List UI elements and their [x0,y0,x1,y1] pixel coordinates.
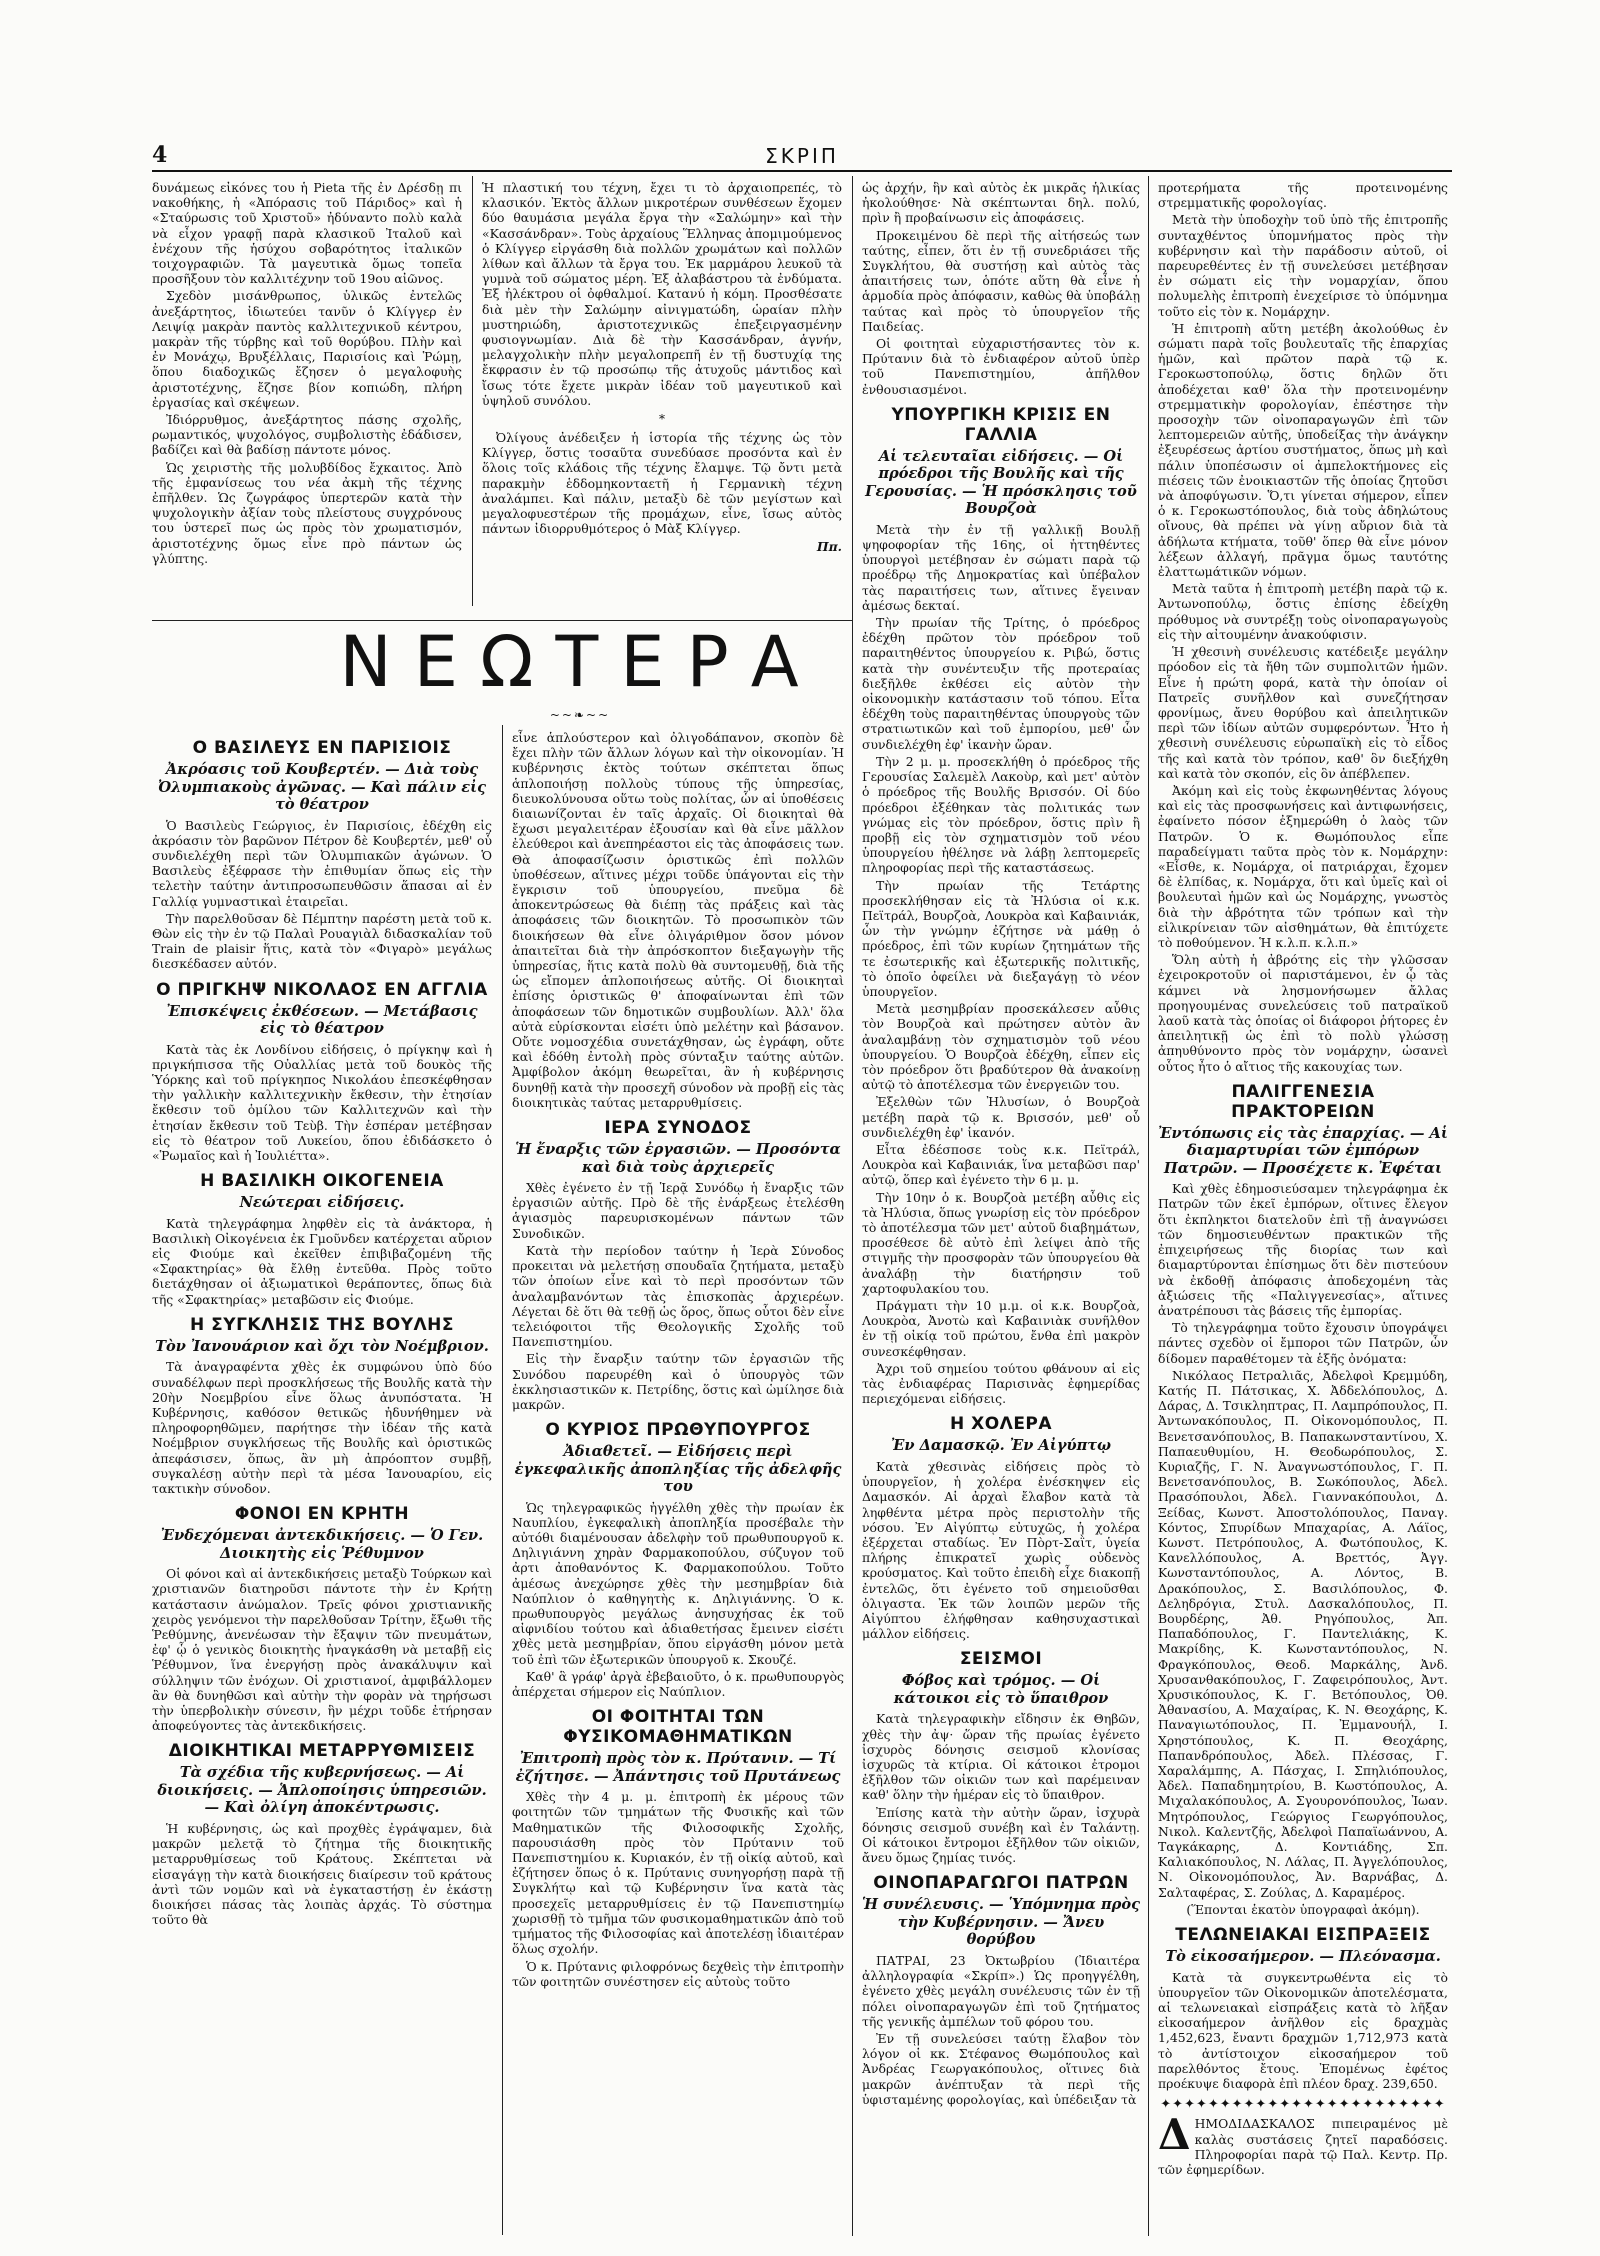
subhead-gallia: Αἱ τελευταῖαι εἰδήσεις. — Οἱ πρόεδροι τῆς Βουλῆς καὶ τῆς Γερουσίας. — Ἡ πρόσκλησις τοῦ Βουρζοὰ [865,447,1137,518]
headline-telonia: ΤΕΛΩΝΕΙΑΚΑΙ ΕΙΣΠΡΑΞΕΙΣ [1175,1925,1431,1946]
lower-column-1 [152,730,492,2235]
paragraph: Εἶτα ἐδέσποσε τοὺς κ.κ. Πεϊτράλ, Λουκρὸα καὶ Καβαινιάκ, ἵνα μεταβῶσι παρ' αὐτῷ, ὅπερ καὶ ἐγένετο τὴν 6 μ. μ. [862,1141,1140,1188]
headline-synodos: ΙΕΡΑ ΣΥΝΟΔΟΣ [604,1118,752,1139]
paragraph: Ἡ ἐπιτροπὴ αὕτη μετέβη ἀκολούθως ἐν σώματι παρὰ τοῖς βουλευταῖς τῆς ἐπαρχίας ἡμῶν, καὶ πρῶτον παρὰ τῷ κ. Γεροκωστοπούλῳ, ὅστις δηλῶν ὅτι ἀποδέχεται καθ' ὅλα τὴν προτεινομένην στρεμματικὴν φορολογίαν, ἐπέστησε τὴν προσοχὴν τῶν οἰνοπαραγωγῶν ἐπὶ τῶν λεπτομερειῶν αὐτῆς, ὑποδείξας τὴν ἀνάγκην ἐξευρέσεως ἀρτίου συστήματος, ὅπως μὴ καὶ πάλιν ὑποπέσωσιν οἱ ἀμπελοκτήμονες εἰς πιέσεις τῶν ἐνοικιαστῶν τῆς ὁποίας ζητοῦσι νὰ ἀποφύγωσιν. Ὅ,τι γίνεται σήμερον, εἶπεν ὁ κ. Γεροκωστόπουλος, διὰ τοὺς ἀδηλώτους οἴνους, θὰ πρέπει νὰ γίνῃ αὔριον διὰ τὰ ἀδήλωτα κτήματα, τοῦθ' ὅπερ θὰ εἶνε μόνον λέξεων ἀλλαγή, πρᾶγμα ὅμως ταυτότης ἐλαττωμάτικῶν νόμων. [1158,320,1448,580]
headline-oikogeneia: Η ΒΑΣΙΛΙΚΗ ΟΙΚΟΓΕΝΕΙΑ [200,1171,444,1192]
section-title-neotera: ΝΕΩΤΕΡΑ [339,621,821,703]
paragraph: Τὰ ἀναγραφέντα χθὲς ἐκ συμφώνου ὑπὸ δύο συναδέλφων περὶ προσκλήσεως τῆς Βουλῆς κατὰ τὴν 20ὴν Νοεμβρίου εἶνε ὅλως ἀνυπόστατα. Ἡ Κυβέρνησις, καθόσον θετικῶς ἠδυνήθημεν νὰ πληροφορηθῶμεν, παρήτησε τὴν ἰδέαν τῆς κατὰ Νοέμβριον συγκλήσεως τῆς Βουλῆς καὶ ὁριστικῶς ἀπεφάσισεν, ὅπως, ἂν μὴ ἀπρόοπτον συμβῇ, συγκαλέσῃ αὐτὴν περὶ τὰ μέσα Ἰανουαρίου, εἰς τακτικὴν σύνοδον. [152,1359,492,1496]
page-header [152,142,1452,172]
paragraph: Κατὰ τὰς ἐκ Λονδίνου εἰδήσεις, ὁ πρίγκηψ καὶ ἡ πριγκήπισσα τῆς Οὐαλλίας μετὰ τοῦ δουκὸς τῆς Ὑόρκης καὶ τοῦ πρίγκηπος Νικολάου ἐπεσκέφθησαν τὴν γαλλικὴν καλλιτεχνικὴν ἔκθεσιν, τὴν ἐτησίαν ἔκθεσιν τοῦ ὁμίλου τῶν Καλλιτεχνῶν καὶ τὴν ἐτησίαν ἔκθεσιν τοῦ Τεὺβ. Τὴν ἑσπέραν μετέβησαν εἰς τὸ θέατρον τοῦ Λυκείου, ὅπου ἐδιδάσκετο ὁ «Ῥωμαῖος καὶ ἡ Ἰουλιέττα». [152,1041,492,1163]
subhead-synodos: Ἡ ἔναρξις τῶν ἐργασιῶν. — Προσόντα καὶ διὰ τοὺς ἀρχιερεῖς [515,1141,841,1176]
paragraph: Μετὰ ταῦτα ἡ ἐπιτροπὴ μετέβη παρὰ τῷ κ. Ἀντωνοπούλῳ, ὅστις ἐπίσης ἐδείχθη πρόθυμος νὰ συντρέξῃ τοὺς οἰνοπαραγωγοὺς εἰς τὴν αἰτουμένην ἀνακούφισιν. [1158,581,1448,642]
column-rule [472,176,473,606]
headline-vasileus: Ο ΒΑΣΙΛΕΥΣ ΕΝ ΠΑΡΙΣΙΟΙΣ [192,738,452,758]
paragraph: Ὁ Βασιλεὺς Γεώργιος, ἐν Παρισίοις, ἐδέχθη εἰς ἀκρόασιν τὸν βαρῶνον Πέτρον δὲ Κουβερτέν, μεθ' οὗ συνδιελέχθη περὶ τῶν Ὀλυμπιακῶν ἀγώνων. Ὁ Βασιλεὺς ἐξέφρασε τὴν ἐπιθυμίαν ὅπως εἰς τὴν τελετὴν ταύτην ἀντιπροσωπευθῶσιν ἅπασαι αἱ ἐν Γαλλίᾳ γυμναστικαὶ ἑταιρεῖαι. [152,817,492,909]
paragraph: δυνάμεως εἰκόνες του ἡ Pieta τῆς ἐν Δρέσδῃ πι νακοθήκης, ἡ «Ἀπόρασις τοῦ Πάριδος» καὶ ἡ «Σταύρωσις τοῦ Χριστοῦ» ἠδύναντο πολὺ καλὰ νὰ εἶχον γραφῇ παρὰ κλασικοῦ Ἰταλοῦ καὶ ἐνέχουν τῆς ἡσύχου σοβαρότητος ἰταλικῶν τοιχογραφιῶν. Τὰ μαγευτικὰ ὅμως τοπεῖα προσῆξουν τὸν καλλιτέχνην τοῦ 19ου αἰῶνος. [152,180,462,287]
paragraph: Ἡ πλαστική του τέχνη, ἔχει τι τὸ ἀρχαιοπρεπές, τὸ κλασικόν. Ἐκτὸς ἄλλων μικροτέρων συνθέσεων ἔχομεν δύο θαυμάσια μεγάλα ἔργα τὴν «Σαλώμην» καὶ τὴν «Κασσάνδραν». Τοὺς ἀρχαίους Ἕλληνας ἀπομιμούμενος ὁ Κλίγγερ εἰργάσθη διὰ πολλῶν χρωμάτων καὶ πολλῶν λίθων καὶ ἄλλων τὰ ἔργα του. Ἐκ μαρμάρου λευκοῦ τὰ γυμνὰ τοῦ σώματος μέρη. Ἐξ ἀλαβάστρου τὰ ἐνδύματα. Ἐξ ἠλέκτρου οἱ ὀφθαλμοί. Κατανύ ἡ κόμη. Προσθέσατε διὰ μὲν τὴν Σαλώμην αἰνιγματώδη, ὡραίαν πλὴν μυστηριώδη, ἀριστοτεχνικῶς ἐπεξειργασμένην φυσιογνωμίαν. Διὰ δὲ τὴν Κασσάνδραν, ἁγνήν, μελαγχολικὴν πλὴν μεγαλοπρεπῆ ἐν τῇ δυστυχίᾳ της ἔκφρασιν ἐν τῷ προσώπῳ τῆς ἀτυχοῦς μάντιδος καὶ ἴσως τότε ἔχετε μικρὰν ἰδέαν τοῦ μαγευτικοῦ καὶ ὑψηλοῦ συνόλου. [482,180,842,408]
subhead-vasileus: Ἀκρόασις τοῦ Κουβερτέν. — Διὰ τοὺς Ὀλυμπιακοὺς ἀγῶνας. — Καὶ πάλιν εἰς τὸ θέατρον [157,761,487,813]
lower-column-2 [512,730,844,2235]
paragraph: Τὴν πρωίαν τῆς Τρίτης, ὁ πρόεδρος ἐδέχθη πρῶτον τὸν πρόεδρον τοῦ παραιτηθέντος ὑπουργείου κ. Ριβώ, ὅστις κατὰ τὴν συνέντευξιν τῆς προτεραίας διεξῆλθε ἐκθέσει εἰς αὐτὸν τὴν οἰκονομικὴν κατάστασιν τοῦ τόπου. Εἶτα ἐδέχθη τοὺς παραιτηθέντας ὑπουργοὺς τῶν στρατιωτικῶν καὶ τοῦ ἐμπορίου, μεθ' ὧν συνδιελέχθη ἐφ' ἱκανὴν ὥραν. [862,615,1140,752]
paragraph: Τὸ τηλεγράφημα τοῦτο ἔχουσιν ὑπογράψει πάντες σχεδὸν οἱ ἔμποροι τῶν Πατρῶν, ὧν δίδομεν παραθέτομεν τὰ ἑξῆς ὀνόματα: [1158,1320,1448,1366]
headline-gallia: ΥΠΟΥΡΓΙΚΗ ΚΡΙΣΙΣ ΕΝ ΓΑΛΛΙΑ [891,404,1111,445]
paragraph: Ἀκόμη καὶ εἰς τοὺς ἐκφωνηθέντας λόγους καὶ εἰς τὰς προσφωνήσεις καὶ ἀντιφωνήσεις, ἐφαίνετο πόσον ἐξημερώθη ὁ λαὸς τῶν Πατρῶν. Ὁ κ. Θωμόπουλος εἶπε παραδείγματι ταῦτα πρὸς τὸν κ. Νομάρχην: «Εἶσθε, κ. Νομάρχα, οἱ πατριάρχαι, ἔχομεν δὲ ἐλπίδας, κ. Νομάρχα, ὅτι καὶ ὑμεῖς καὶ οἱ βουλευταὶ ἡμῶν καὶ ὡς Νομάρχης, γνωστὸς διὰ τὴν ἀβρότητα τῶν τρόπων καὶ τὴν εἰλικρίνειαν τῶν αἰσθημάτων, θὰ ἐπιτύχετε τὸ ποθούμενον. Ἡ κ.λ.π. κ.λ.π.» [1158,782,1448,950]
subhead-oikogeneia: Νεώτεραι εἰδήσεις. [239,1194,405,1212]
paragraph: Κατὰ τὰ συγκεντρωθέντα εἰς τὸ ὑπουργεῖον τῶν Οἰκονομικῶν ἀποτελέσματα, αἱ τελωνειακαὶ εἰσπράξεις κατὰ τὸ λῆξαν εἰκοσαήμερον ἀνῆλθον εἰς δραχμὰς 1,452,623, ἔναντι δραχμῶν 1,712,973 κατὰ τὸ ἀντίστοιχον εἰκοσαήμερον τοῦ παρελθόντος ἔτους. Ἐπομένως ἐφέτος προέκυψε διαφορὰ ἐπὶ πλέον δραχ. 239,650. [1158,1969,1448,2091]
subhead-seismoi: Φόβος καὶ τρόμος. — Οἱ κάτοικοι εἰς τὸ ὕπαιθρον [893,1672,1109,1707]
headline-seismoi: ΣΕΙΣΜΟΙ [959,1649,1043,1670]
header-rule [152,170,1452,172]
paragraph: Νικόλαος Πετραλιᾶς, Ἀδελφοὶ Κρεμμύδη, Κατής Π. Πάτσικας, Χ. Ἀδδελόπουλος, Δ. Δάρας, Δ. Τσικληπτρας, Π. Λαμπρόπουλος, Π. Ἀντωνακόπουλος, Π. Οἰκονομόπουλος, Π. Βενετσανόπουλος, Β. Παπακωνσταντίνου, Χ. Παπαευθυμίου, Η. Θεοδωρόπουλος, Σ. Κυριαζῆς, Γ. Ν. Ἀναγνωστόπουλος, Γ. Π. Βενετσανόπουλος, Β. Σωκόπουλος, Ἀδελ. Πρασόπουλοι, Ἀδελ. Γιαννακόπουλοι, Δ. Ξείδας, Κωνστ. Ἀποστολόπουλος, Παναγ. Κόντος, Σπυρίδων Μπαχαρίας, Α. Λάϊος, Κωνστ. Πετρόπουλος, Α. Φωτόπουλος, Κ. Κανελλόπουλος, Α. Βρεττός, Ἀγγ. Κωνσταντόπουλος, Α. Λόντος, Β. Δρακόπουλος, Σ. Βασιλόπουλος, Φ. Δεληδρόγια, Στυλ. Δασκαλόπουλος, Π. Βουρδέρης, Ἀθ. Ρηγόπουλος, Ἀπ. Παπαδόπουλος, Γ. Παντελιάκης, Κ. Μακρίδης, Κ. Κωνσταντόπουλος, Ν. Φραγκόπουλος, Θεοδ. Μαρκάλης, Ἀνδ. Χρυσανθακόπουλος, Γ. Ζαφειρόπουλος, Ἀντ. Χρυσικόπουλος, Κ. Γ. Βετόπουλος, Ὀθ. Ἀθανασίου, Α. Μαχαίρας, Κ. Ν. Θεοχάρης, Κ. Παναγιωτόπουλος, Π. Ἐμμανουήλ, Ι. Χρηστόπουλος, Κ. Π. Θεοχάρης, Παπανδρόπουλος, Ἀδελ. Πλέσσας, Γ. Χαραλάμπης, Α. Πάσχας, Ι. Σπηλιόπουλος, Ἀδελ. Παπαδημητρίου, Β. Κωστόπουλος, Α. Μιχαλακόπουλος, Α. Σγουρονόπουλος, Ἰωαν. Μητρόπουλος, Γεώργιος Γεωργόπουλος, Νικολ. Καλεντζῆς, Ἀδελφοὶ Παπαϊωάννου, Α. Ταγκάκαρης, Δ. Κοντιάδης, Σπ. Καλιακόπουλος, Ν. Λάλας, Π. Ἀγγελόπουλος, Ν. Οἰκονομόπουλος, Ἀν. Βαρνάβας, Δ. Σαλταφέρας, Σ. Ζούλας, Δ. Καραμέρος. [1158,1367,1448,1900]
paragraph: Σχεδὸν μισάνθρωπος, ὑλικῶς ἐντελῶς ἀνεξάρτητος, ἰδιωτεύει τανῦν ὁ Κλίγγερ ἐν Λειψίᾳ μακρὰν παντὸς καλλιτεχνικοῦ κέντρου, μακρὰν τῆς τύρβης καὶ τοῦ θορύβου. Πλὴν καὶ ἐν Μονάχῳ, Βρυξέλλαις, Παρισίοις καὶ Ῥώμῃ, ὅπου διαδοχικῶς ἔζησεν ὁ μεγαλοφυὴς ἀριστοτέχνης, ἔζησε βίον κοπιώδη, πλήρη ἐργασίας καὶ σκέψεων. [152,288,462,410]
paragraph: Καὶ χθὲς ἐδημοσιεύσαμεν τηλεγράφημα ἐκ Πατρῶν τῶν ἐκεῖ ἐμπόρων, οἵτινες ἔλεγον ὅτι ἐκπληκτοι διατελοῦν ἐπὶ τῇ ἀναγνώσει τῶν δημοσιευθέντων πρακτικῶν τῆς ἐπιχειρήσεως τῆς διορίας των καὶ διαμαρτύρονται ἐπίσημως ὅτι δὲν πιστεύουν νὰ ἐκδοθῇ ἀπόφασις ἀποδεχομένη τὰς ἀξιώσεις τῆς «Παλιγγενεσίας», αἵτινες ἀνατρέπουσι τὰς βάσεις τῆς ἐμπορίας. [1158,1181,1448,1318]
headline-praktoreia: ΠΑΛΙΓΓΕΝΕΣΙΑ ΠΡΑΚΤΟΡΕΙΩΝ [1231,1081,1375,1122]
paragraph: εἶνε ἁπλούστερον καὶ ὀλιγοδάπανον, σκοπὸν δὲ ἔχει πλὴν τῶν ἄλλων λόγων καὶ τὴν οἰκονομίαν. Ἡ κυβέρνησις ἐκτὸς τούτων σκέπτεται ὅπως ἁπλοποιήσῃ πολλοὺς τύπους τῆς ὑπηρεσίας, διευκολύνουσα οὕτω τοὺς πολίτας, ὧν αἱ ὑποθέσεις διαιωνίζονται ἐν ταῖς ἀρχαῖς. Οἱ διοικηταὶ θὰ ἔχωσι μεγαλειτέραν ἐξουσίαν καὶ θὰ εἶνε μᾶλλον ἐλεύθεροι καὶ ἀνεπηρέαστοι εἰς τὰς ἀποφάσεις των. Θὰ ἀποφασίζωσιν ὁριστικῶς ἐπὶ πολλῶν ὑποθέσεων, αἵτινες μέχρι τοῦδε ὑπάγονται εἰς τὴν ἔγκρισιν τοῦ ὑπουργείου, πνεῦμα δὲ ἀποκεντρώσεως θὰ διέπῃ τὰς πράξεις καὶ τὰς ἀποφάσεις τῶν διοικητῶν. Τὸ προσωπικὸν τῶν διοικήσεων θὰ εἶνε ὀλιγάριθμον ὅσον μόνον ἀπαιτεῖται διὰ τὴν ἀπρόσκοπτον διεξαγωγὴν τῆς ὑπηρεσίας, ἥτις κατὰ πολὺ θὰ συντομευθῇ, διὰ τῆς ὡς εἴπομεν ἁπλοποιήσεως αὐτῆς. Οἱ διοικηταὶ ἐπίσης ὁριστικῶς θ' ἀποφαίνωνται ἐπὶ τῶν ἀποφάσεων τῶν δημοτικῶν συμβουλίων. Ἀλλ' ὅλα αὐτὰ εὑρίσκονται εἰσέτι ὑπὸ μελέτην καὶ βάσανον. Οὔτε νομοσχέδια συνετάχθησαν, ὡς ἐγράφη, οὔτε καὶ ἐδόθη ἐντολὴ πρὸς σύνταξιν ταύτης αὐτῶν. Ἀμφίβολον ἀκόμη θεωρεῖται, ἂν ἡ κυβέρνησις δυνηθῇ κατὰ τὴν προσεχῆ σύνοδον νὰ προβῇ εἰς τὰς διοικητικὰς ταύτας μεταρρυθμίσεις. [512,730,844,1110]
paragraph: Ἐν τῇ συνελεύσει ταύτῃ ἔλαβον τὸν λόγον οἱ κκ. Στέφανος Θωμόπουλος καὶ Ἀνδρέας Γεωργακόπουλος, οἵτινες διὰ μακρῶν ἀνέπτυξαν τὰ περὶ τῆς ὑφισταμένης φορολογίας, καὶ ὑπέδειξαν τὰ [862,2030,1140,2107]
subhead-prigkips: Ἐπισκέψεις ἐκθέσεων. — Μετάβασις εἰς τὸ θέατρον [166,1002,478,1038]
separator-star: * [659,412,665,427]
advert-text: ΗΜΟΔΙΔΑΣΚΑΛΟΣ πιπειραμένος μὲ καλὰς συστάσεις ζητεῖ παραδόσεις. Πληροφορίαι παρὰ τῷ Παλ. Κεντρ. Πρ. τῶν ἐφημερίδων. [1158,2116,1448,2177]
paragraph: Χθὲς ἐγένετο ἐν τῇ Ἱερᾷ Συνόδῳ ἡ ἔναρξις τῶν ἐργασιῶν αὐτῆς. Πρὸ δὲ τῆς ἐνάρξεως ἐτελέσθη ἁγιασμὸς παρευρισκομένων πάντων τῶν Συνοδικῶν. [512,1180,844,1241]
advert-ornament: ✦✦✦✦✦✦✦✦✦✦✦✦✦✦✦✦✦✦✦✦✦✦✦✦ [1160,2097,1446,2113]
paragraph: Ὡς χειριστὴς τῆς μολυβδίδος ἔχκαιτος. Ἀπὸ τῆς ἐμφανίσεως του νέα ἀκμὴ τῆς τέχνης ἐπῆλθεν. Ὡς ζωγράφος ὑπερτερῶν κατὰ τὴν ψυχολογικὴν ἀξίαν τοὺς πλείστους συγχρόνους του ὑστερεῖ πως ὡς πρὸς τὸν χρωματισμόν, ἀριστοτέχνης ὅμως εἶνε πρὸ πάντων ὡς γλύπτης. [152,459,462,566]
paragraph: Οἱ φοιτηταὶ εὐχαριστήσαντες τὸν κ. Πρύτανιν διὰ τὸ ἐνδιαφέρον αὐτοῦ ὑπὲρ τοῦ Πανεπιστημίου, ἀπῆλθον ἐνθουσιασμένοι. [862,336,1140,397]
paragraph: ὡς ἀρχήν, ἣν καὶ αὐτὸς ἐκ μικρᾶς ἡλικίας ἠκολούθησε· Νὰ σκέπτωνται δηλ. πολύ, πρὶν ἢ προβαίνωσιν εἰς ἀποφάσεις. [862,180,1140,226]
paragraph: Προκειμένου δὲ περὶ τῆς αἰτήσεώς των ταύτης, εἶπεν, ὅτι ἐν τῇ συνεδριάσει τῆς Συγκλήτου, θὰ συστήσῃ καὶ αὐτὸς τὰς ἀπαιτήσεις των, ὁπότε αὕτη θὰ εἶνε ἡ ἁρμοδία πρὸς ἀπόφασιν, καθὼς θὰ ὑποβάλῃ ταύτας καὶ πρὸς τὸ ὑπουργεῖον τῆς Παιδείας. [862,227,1140,334]
author-signature: Ππ. [816,539,842,555]
subhead-dioikitikai: Τὰ σχέδια τῆς κυβερνήσεως. — Αἱ διοικήσεις. — Ἁπλοποίησις ὑπηρεσιῶν. — Καὶ ὀλίγη ἀποκέντρωσις. [157,1764,487,1817]
subhead-oinoparagogoi: Ἡ συνέλευσις. — Ὑπόμνημα πρὸς τὴν Κυβέρνησιν. — Ἄνευ θορύβου [862,1896,1140,1949]
headline-foitites: ΟΙ ΦΟΙΤΗΤΑΙ ΤΩΝ ΦΥΣΙΚΟΜΑΘΗΜΑΤΙΚΩΝ [563,1707,793,1748]
column-rule [852,176,853,2236]
paragraph: Μετὰ τὴν ὑποδοχὴν τοῦ ὑπὸ τῆς ἐπιτροπῆς συνταχθέντος ὑπομνήματος πρὸς τὴν κυβέρνησιν καὶ τὴν παράδοσιν αὐτοῦ, οἱ παρευρεθέντες ἐν τῇ συνελεύσει μετέβησαν ἐν σώματι εἰς τὴν νομαρχίαν, ὅπου πολυμελὴς ἐπιτροπὴ ἐνεχείρισε τὸ ὑπόμνημα τοῦτο εἰς τὸν κ. Νομάρχην. [1158,212,1448,319]
paragraph: Χθὲς τὴν 4 μ. μ. ἐπιτροπὴ ἐκ μέρους τῶν φοιτητῶν τῶν τμημάτων τῆς Φυσικῆς καὶ τῶν Μαθηματικῶν τῆς Φιλοσοφικῆς Σχολῆς, παρουσιάσθη πρὸς τὸν Πρύτανιν τοῦ Πανεπιστημίου κ. Κυριακόν, ἐν τῇ οἰκίᾳ αὐτοῦ, καὶ ἐζήτησεν ὅπως ὁ κ. Πρύτανις συνηγορήσῃ παρὰ τῇ Συγκλήτῳ καὶ τῷ Κυβέρνησιν ἵνα κατὰ τὰς προσεχεῖς μεταρρυθμίσεις ἐν τῷ Πανεπιστημίῳ χωρισθῇ τὸ τμῆμα τῶν φυσικομαθηματικῶν ἀπὸ τοῦ τμήματος τῆς Φιλοσοφίας καὶ ἀποτελέσῃ ἰδιαιτέραν ὅλως σχολήν. [512,1789,844,1957]
paragraph: Κατὰ τὴν περίοδον ταύτην ἡ Ἱερὰ Σύνοδος προκειται νὰ μελετήσῃ σπουδαῖα ζητήματα, μεταξὺ τῶν ὁποίων εἶνε καὶ τὸ περὶ προσόντων τῶν ἀναλαμβανόντων τὰς ἐπισκοπὰς ἀρχιερέων. Λέγεται δὲ ὅτι θὰ τεθῇ ὡς ὅρος, ὅπως οὗτοι δὲν εἶνε τελειόφοιτοι τῆς Θεολογικῆς Σχολῆς τοῦ Πανεπιστημίου. [512,1242,844,1350]
top-column-1 [152,180,462,600]
paragraph: Ἡ χθεσινὴ συνέλευσις κατέδειξε μεγάλην πρόοδον εἰς τὰ ἤθη τῶν συμπολιτῶν ἡμῶν. Εἶνε ἡ πρώτη φορά, κατὰ τὴν ὁποίαν οἱ Πατρεῖς συνῆλθον καὶ συνεζήτησαν φρονίμως, ἄνευ θορύβου καὶ ἀπειλητικῶν περὶ τῶν ἰδίων αὐτῶν συμφερόντων. Ἦτο ἡ χθεσινὴ συνέλευσις εὐρωπαϊκὴ εἰς τὸ εἶδος τῆς καὶ κατὰ τὸν τρόπον, καθ' ὃν διεξήχθη καὶ κατὰ τὸν σκοπόν, εἰς ὃν ἀπέβλεπεν. [1158,644,1448,781]
page-number: 4 [152,142,168,168]
paragraph: Ἀχρι τοῦ σημείου τούτου φθάνουν αἱ εἰς τὰς ἐνδιαφέρας Παρισινὰς ἐφημερίδας περιεχόμεναι εἰδήσεις. [862,1360,1140,1407]
subhead-kriti: Ἐνδεχόμεναι ἀντεκδικήσεις. — Ὁ Γεν. Διοικητὴς εἰς Ῥέθυμνον [160,1527,484,1562]
advertisement [1158,2110,1448,2177]
subhead-foitites: Ἐπιτροπὴ πρὸς τὸν κ. Πρύτανιν. — Τί ἐζήτησε. — Ἀπάντησις τοῦ Πρυτάνεως [515,1750,841,1785]
paragraph: προτερήματα τῆς προτεινομένης στρεμματικῆς φορολογίας. [1158,180,1448,211]
paragraph: Τὴν πρωίαν τῆς Τετάρτης προσεκλήθησαν εἰς τὰ Ἠλύσια οἱ κ.κ. Πεϊτράλ, Βουρζοὰ, Λουκρὸα καὶ Καβαινιάκ, ὧν τὴν γνώμην ἐζήτησε νὰ μάθῃ ὁ πρόεδρος, ἐπὶ τῶν κυρίων ζητημάτων τῆς τε ἐσωτερικῆς καὶ ἐξωτερικῆς πολιτικῆς, τὸ ὁποῖο ὀφείλει νὰ διεξαγάγῃ τὸ νέον ὑπουργεῖον. [862,877,1140,999]
advert-dropcap: Δ [1158,2110,1191,2160]
headline-vouli: Η ΣΥΓΚΛΗΣΙΣ ΤΗΣ ΒΟΥΛΗΣ [190,1314,454,1335]
headline-prigkips: Ο ΠΡΙΓΚΗΨ ΝΙΚΟΛΑΟΣ ΕΝ ΑΓΓΛΙΑ [156,979,488,1000]
paragraph: Ὡς τηλεγραφικῶς ἠγγέλθη χθὲς τὴν πρωίαν ἐκ Ναυπλίου, ἐγκεφαλικὴ ἀποπληξία προσέβαλε τὴν αὐτόθι διαμένουσαν ἀδελφὴν τοῦ πρωθυπουργοῦ κ. Δηλιγιάννη χηρὰν Φαρμακοπούλου, σύζυγον τοῦ ἀρτι ἀποθανόντος Κ. Φαρμακοπούλου. Τοῦτο ἀμέσως ἀνεχώρησε χθὲς τὴν μεσημβρίαν διὰ Ναύπλιον ὁ καθηγητὴς κ. Δηλιγιάννης. Ὁ κ. πρωθυπουργὸς μεγάλως ἀνησυχήσας ἐκ τοῦ αἰφνιδίου τούτου καὶ ἀδιαθετήσας ἔμεινεν εἰσέτι χθὲς μετὰ μεσημβρίαν, ὅπου εἰργάσθη μόνον μετὰ τοῦ ἐπὶ τῶν ἐξωτερικῶν ὑπουργοῦ κ. Σκουζέ. [512,1499,844,1667]
paragraph: Κατὰ τηλεγράφημα ληφθὲν εἰς τὰ ἀνάκτορα, ἡ Βασιλικὴ Οἰκογένεια ἐκ Γμοῦνδεν κατέρχεται αὔριον εἰς Φιούμε καὶ ἐκεῖθεν ἐπιβιβαζομένη τῆς «Σφακτηρίας» θὰ ἔλθῃ ἐντεῦθα. Πρὸς τοῦτο διετάχθησαν οἱ ἀξιωματικοὶ θεράποντες, ὅπως διὰ τῆς «Σφακτηρίας» μεταβῶσιν εἰς Φιούμε. [152,1215,492,1307]
subhead-telonia: Τὸ εἰκοσαήμερον. — Πλεόνασμα. [1165,1948,1441,1966]
paragraph: Τὴν 2 μ. μ. προσεκλήθη ὁ πρόεδρος τῆς Γερουσίας Σαλεμὲλ Λακοὺρ, καὶ μετ' αὐτὸν ὁ πρόεδρος τῆς Βουλῆς Βρισσόν. Οἱ δύο πρόεδροι ἐξέθηκαν τὰς πολιτικάς των γνώμας εἰς τὸν πρόεδρον, ὅστις πρὶν ἢ προβῇ εἰς τὸν σχηματισμὸν τοῦ νέου ὑπουργείου ἠθέλησε νὰ λάβῃ λεπτομερεῖς πληροφορίας περὶ τῆς καταστάσεως. [862,753,1140,876]
paragraph: Πράγματι τὴν 10 μ.μ. οἱ κ.κ. Βουρζοὰ, Λουκρὸα, Ἀνοτὼ καὶ Καβαινιὰκ συνῆλθον ἐν τῇ οἰκίᾳ τοῦ πρώτου, ἔνθα ἐπὶ μακρὸν συνεσκέφθησαν. [862,1298,1140,1359]
paragraph: ΠΑΤΡΑΙ, 23 Ὀκτωβρίου (Ἰδιαιτέρα ἀλληλογραφία «Σκρίπ».) Ὡς προηγγέλθη, ἐγένετο χθὲς μεγάλη συνέλευσις τῶν ἐν τῇ πόλει οἰνοπαραγωγῶν ἐπὶ τοῦ ζητήματος τῆς γενικῆς ἀμπέλων τοῦ φόρου του. [862,1952,1140,2029]
top-column-2 [482,180,842,620]
paragraph: Τὴν παρελθοῦσαν δὲ Πέμπτην παρέστη μετὰ τοῦ κ. Θὼν εἰς τὴν ἐν τῷ Παλαὶ Ρουαγιὰλ διδασκαλίαν τοῦ Train de plaisir ἥτις, κατὰ τὸν «Φιγαρὸ» μεγάλως διεσκέδασεν αὐτόν. [152,910,492,972]
paragraph: Ἐξελθὼν τῶν Ἠλυσίων, ὁ Βουρζοὰ μετέβη παρὰ τῷ κ. Βρισσόν, μεθ' οὗ συνδιελέχθη ἐφ' ἱκανόν. [862,1094,1140,1140]
paragraph: Κατὰ τηλεγραφικὴν εἴδησιν ἐκ Θηβῶν, χθὲς τὴν ἀψ· ὥραν τῆς πρωίας ἐγένετο ἰσχυρὸς δόνησις σεισμοῦ κλονίσας ἰσχυρῶς τὰ κτίρια. Οἱ κάτοικοι ἐτρομοι ἐξῆλθον τῶν οἰκιῶν των καὶ παρέμειναν καθ' ὅλην τὴν ἡμέραν εἰς τὸ ὕπαιθρον. [862,1711,1140,1803]
note: (Ἕπονται ἑκατὸν ὑπογραφαὶ ἀκόμη). [1186,1901,1420,1917]
paragraph: Μετὰ τὴν ἐν τῇ γαλλικῇ Βουλῇ ψηφοφορίαν τῆς 16ης, οἱ ἡττηθέντες ὑπουργοὶ μετέβησαν ἐν σώματι παρὰ τῷ προέδρῳ τῆς Δημοκρατίας καὶ ὑπέβαλον τὰς παραιτήσεις των, αἵτινες ἔγειναν ἀμέσως δεκταί. [862,521,1140,613]
masthead: ΣΚΡΙΠ [765,144,839,168]
headline-dioikitikai: ΔΙΟΙΚΗΤΙΚΑΙ ΜΕΤΑΡΡΥΘΜΙΣΕΙΣ [168,1741,476,1762]
paragraph: Οἱ φόνοι καὶ αἱ ἀντεκδικήσεις μεταξὺ Τούρκων καὶ χριστιανῶν διατηροῦσι πάντοτε τὴν ἐν Κρήτῃ κατάστασιν ἀνώμαλον. Τρεῖς φόνοι χριστιανικῆς χειρὸς γενόμενοι τὴν παρελθοῦσαν Τρίτην, ἔξωθι τῆς Ῥεθύμνης, ἀνενέωσαν τὴν ἔξαψιν τῶν πνευμάτων, ἐφ' ᾧ ὁ γενικὸς διοικητὴς ἠναγκάσθη νὰ μεταβῇ εἰς Ῥέθυμνον, ἵνα ἐνεργήσῃ πρὸς ἀνακάλυψιν καὶ σύλληψιν τῶν ἐνόχων. Οἱ χριστιανοί, ἀμφιβάλλομεν ἂν θὰ δυνηθῶσι καὶ αὐτὴν τὴν φορὰν νὰ τηρήσωσι τὴν ὑπερβολικὴν σύνεσιν, ἣν μέχρι τοῦδε ἐτήρησαν ἀποφεύγοντες τὰς ἀντεκδικήσεις. [152,1566,492,1734]
column-rule [1148,176,1149,2236]
title-ornament: ~~❧~~ [549,708,611,722]
subhead-prothypourgos: Ἀδιαθετεῖ. — Εἰδήσεις περὶ ἐγκεφαλικῆς ἀποπληξίας τῆς ἀδελφῆς του [514,1443,842,1496]
column-rule [502,725,503,2235]
headline-kriti: ΦΟΝΟΙ ΕΝ ΚΡΗΤΗ [234,1504,410,1525]
subhead-praktoreia: Ἐντόπωσις εἰς τὰς ἐπαρχίας. — Αἱ διαμαρτυρίαι τῶν ἐμπόρων Πατρῶν. — Προσέχετε κ. Ἐφέται [1158,1124,1448,1177]
top-column-3 [862,180,1140,2107]
paragraph: Ὀλίγους ἀνέδειξεν ἡ ἱστορία τῆς τέχνης ὡς τὸν Κλίγγερ, ὅστις τοσαῦτα συνεδύασε προσόντα καὶ ἐν ὅλοις τοῖς κλάδοις τῆς τέχνης ἔλαμψε. Τῷ ὄντι μετὰ παρακμὴν ἑδδομηκονταετῆ ἡ Γερμανικὴ τέχνη ἀναλάμπει. Καὶ πάλιν, μεταξὺ δὲ τῶν μεγίστων καὶ μεγαλοφυεστέρων τῆς προμάχων, εἶνε, ἴσως αὐτὸς πάντων ἰδιορρυθμότερος ὁ Μὰξ Κλίγγερ. [482,430,842,537]
top-column-4 [1158,180,1448,2240]
headline-oinoparagogoi: ΟΙΝΟΠΑΡΑΓΩΓΟΙ ΠΑΤΡΩΝ [873,1873,1129,1894]
paragraph: Καθ' ἃ γράφ' ἀργὰ ἐβεβαιοῦτο, ὁ κ. πρωθυπουργὸς ἀπέρχεται σήμερον εἰς Ναύπλιον. [512,1668,844,1700]
headline-prothypourgos: Ο ΚΥΡΙΟΣ ΠΡΩΘΥΠΟΥΡΓΟΣ [545,1420,811,1441]
paragraph: Κατὰ χθεσινὰς εἰδήσεις πρὸς τὸ ὑπουργεῖον, ἡ χολέρα ἐνέσκηψεν εἰς Δαμασκόν. Αἱ ἀρχαὶ ἔλαβον κατὰ τὰ ληφθέντα μέτρα πρὸς περιστολὴν τῆς νόσου. Ἐν Αἰγύπτῳ εὐτυχῶς, ἡ χολέρα ἐξέρχεται σταδίως. Ἐν Πὸρτ-Σαῒτ, ὑγεία πλήρης ἐπικρατεῖ χωρὶς οὐδενὸς κρούσματος. Καὶ τοῦτο ἐπειδὴ εἶχε διακοπῇ ἐντελῶς, ὅτι ἐγένετο τοῦ σημειοῦσθαι ὀλιγαστα. Ἐκ τῶν λοιπῶν μερῶν τῆς Αἰγύπτου ἐλήφθησαν καθησυχαστικαὶ μάλλον εἰδήσεις. [862,1458,1140,1642]
paragraph: Ὅλη αὐτὴ ἡ ἀβρότης εἰς τὴν γλῶσσαν ἐχειροκροτοῦν οἱ παριστάμενοι, ἐν ᾧ τὰς κάμνει νὰ λησμονήσωμεν ἄλλας προηγουμένας συνελεύσεις τοῦ πατραϊκοῦ λαοῦ κατὰ τὰς ὁποίας οἱ διάφοροι ῥήτορες ἐν ἀπειλητικῇ ὡς ἐπὶ τὸ πολὺ γλώσσῃ ἀπηυθύνοντο πρὸς τὸν νομάρχην, ὡσανεὶ οὗτος ἦτο ὁ αἴτιος τῆς κακουχίας των. [1158,952,1448,1074]
paragraph: Ἡ κυβέρνησις, ὡς καὶ προχθὲς ἐγράψαμεν, διὰ μακρῶν μελετᾷ τὸ ζήτημα τῆς διοικητικῆς μεταρρυθμίσεως τοῦ Κράτους. Σκέπτεται νὰ εἰσαγάγῃ τὴν κατὰ διοικήσεις διαίρεσιν τοῦ κράτους ἀντὶ τῶν νομῶν καὶ νὰ ἐγκαταστήσῃ ἐν ἑκάστῃ διοικήσει πάσας τὰς λοιπὰς ἀρχάς. Τὸ σύστημα τοῦτο θὰ [152,1820,492,1928]
subhead-vouli: Τὸν Ἰανουάριον καὶ ὄχι τὸν Νοέμβριον. [155,1337,489,1355]
subhead-cholera: Ἐν Δαμασκῷ. Ἐν Αἰγύπτῳ [891,1437,1111,1455]
paragraph: Ἰδιόρρυθμος, ἀνεξάρτητος πάσης σχολῆς, ρωμαντικός, ψυχολόγος, συμβολιστὴς ἐδάδισεν, βαδίζει καὶ θὰ βαδίσῃ πάντοτε μόνος. [152,412,462,458]
paragraph: Μετὰ μεσημβρίαν προσεκάλεσεν αὖθις τὸν Βουρζοὰ καὶ πρώτησεν αὐτὸν ἂν ἀναλαμβάνῃ τὸν σχηματισμὸν τοῦ νέου ὑπουργείου. Ὁ Βουρζοὰ ἐδέχθη, εἶπεν εἰς τὸν πρόεδρον ὅτι βραδύτερον θὰ ἀνακοίνῃ αὐτῷ τὸ ἀποτέλεσμα τῶν ἐνεργειῶν του. [862,1001,1140,1093]
paragraph: Εἰς τὴν ἔναρξιν ταύτην τῶν ἐργασιῶν τῆς Συνόδου παρευρέθη καὶ ὁ ὑπουργὸς τῶν ἐκκλησιαστικῶν κ. Πετρίδης, ὅστις καὶ ὡμίλησε διὰ μακρῶν. [512,1351,844,1412]
headline-cholera: Η ΧΟΛΕΡΑ [949,1414,1053,1435]
paragraph: Ὁ κ. Πρύτανις φιλοφρόνως δεχθεὶς τὴν ἐπιτροπὴν τῶν φοιτητῶν συνέστησεν εἰς αὐτοὺς τοῦτο [512,1958,844,1989]
paragraph: Τὴν 10ην ὁ κ. Βουρζοὰ μετέβη αὖθις εἰς τὰ Ἠλύσια, ὅπως γνωρίσῃ εἰς τὸν πρόεδρον τὸ ἀποτέλεσμα τῶν μετ' αὐτοῦ διαβημάτων, προσέθεσε δὲ αὐτὸ ἐπὶ λείψει ἀπὸ τῆς στιγμῆς τὴν προσφορὰν τῶν ὑπουργείου θὰ ἀναλάβῃ τὴν διατήρησιν τοῦ χαρτοφυλακίου του. [862,1189,1140,1296]
paragraph: Ἐπίσης κατὰ τὴν αὐτὴν ὥραν, ἰσχυρὰ δόνησις σεισμοῦ συνέβη καὶ ἐν Ταλάντῃ. Οἱ κάτοικοι ἔντρομοι ἐξῆλθον τῶν οἰκιῶν, ἄνευ ὅμως ζημίας τινός. [862,1804,1140,1866]
